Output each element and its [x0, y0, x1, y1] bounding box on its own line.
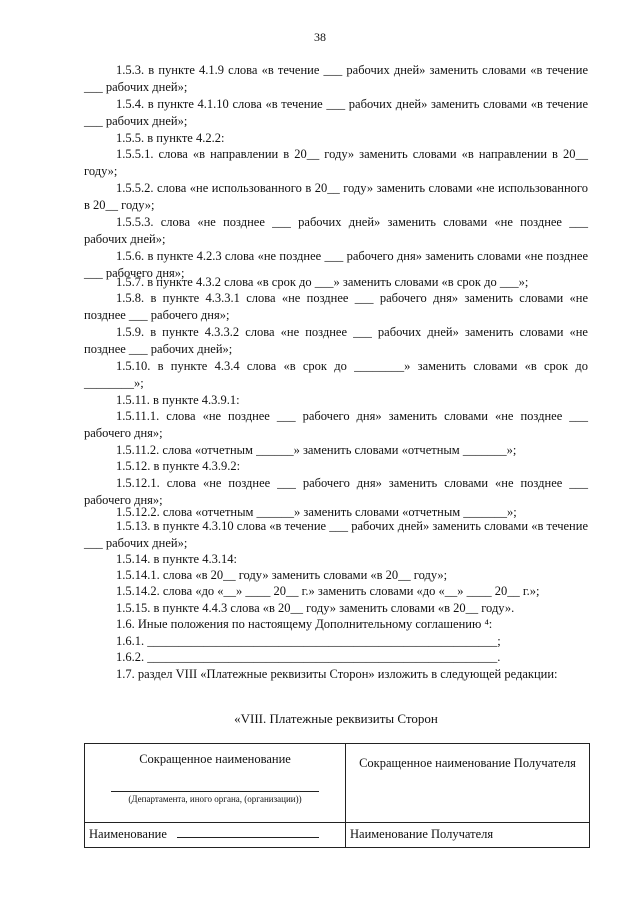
paragraph: 1.5.7. в пункте 4.3.2 слова «в срок до ___» заменить словами «в срок до ___»;	[116, 275, 529, 289]
paragraph: 1.7. раздел VIII «Платежные реквизиты Сторон» изложить в следующей редакции:	[116, 667, 558, 681]
table-header-left-label: Сокращенное наименование	[139, 752, 291, 766]
paragraph: 1.5.9. в пункте 4.3.3.2 слова «не позднее ___ рабочих дней» заменить словами «не позднее ___ рабочих дней»;	[84, 325, 588, 356]
paragraph: 1.5.11. в пункте 4.3.9.1:	[116, 393, 240, 407]
row-label-recipient-name: Наименование Получателя	[350, 827, 494, 841]
paragraph: 1.5.14.2. слова «до «__» ____ 20__ г.» заменить словами «до «__» ____ 20__ г.»;	[116, 584, 540, 598]
paragraph: 1.5.4. в пункте 4.1.10 слова «в течение ___ рабочих дней» заменить словами «в течение ___ рабочих дней»;	[84, 97, 588, 128]
table-header-right	[346, 744, 590, 823]
paragraph: 1.5.5.3. слова «не позднее ___ рабочих дней» заменить словами «не позднее ___ рабочих дней»;	[84, 215, 588, 246]
table-cell-name-right	[346, 823, 590, 848]
paragraph: 1.5.14.1. слова «в 20__ году» заменить словами «в 20__ году»;	[116, 568, 448, 582]
paragraph: 1.6. Иные положения по настоящему Дополнительному соглашению ⁴:	[116, 617, 493, 631]
payment-details-table	[84, 743, 590, 848]
paragraph: 1.5.5.1. слова «в направлении в 20__ году» заменить словами «в направлении в 20__ году»;	[84, 147, 588, 178]
paragraph: 1.5.15. в пункте 4.4.3 слова «в 20__ году» заменить словами «в 20__ году».	[116, 601, 515, 615]
table-header-left-caption: (Департамента, иного органа, (организации))	[128, 794, 302, 804]
fill-line	[177, 827, 319, 838]
table-cell-name-left	[85, 823, 346, 848]
table-header-row	[85, 744, 590, 823]
paragraph: 1.5.8. в пункте 4.3.3.1 слова «не позднее ___ рабочего дня» заменить словами «не позднее ___ рабочего дня»;	[84, 291, 588, 322]
paragraph: 1.5.5. в пункте 4.2.2:	[116, 131, 225, 145]
paragraph: 1.5.3. в пункте 4.1.9 слова «в течение ___ рабочих дней» заменить словами «в течение ___ рабочих дней»;	[84, 63, 588, 94]
paragraph: 1.5.12.1. слова «не позднее ___ рабочего дня» заменить словами «не позднее ___ рабочего дня»;	[84, 476, 588, 507]
row-label-name: Наименование	[89, 827, 167, 841]
section-heading: «VIII. Платежные реквизиты Сторон	[234, 711, 438, 726]
paragraph: 1.5.6. в пункте 4.2.3 слова «не позднее ___ рабочего дня» заменить словами «не позднее ___ рабочего дня»;	[84, 249, 588, 280]
paragraph: 1.5.5.2. слова «не использованного в 20__ году» заменить словами «не использованного в 20__ году»;	[84, 181, 588, 212]
paragraph: 1.5.13. в пункте 4.3.10 слова «в течение ___ рабочих дней» заменить словами «в течение ___ рабочих дней»;	[84, 519, 588, 550]
table-row	[85, 823, 590, 848]
paragraph: 1.5.10. в пункте 4.3.4 слова «в срок до ________» заменить словами «в срок до ________»;	[84, 359, 588, 390]
fill-line	[111, 781, 319, 792]
page-number: 38	[314, 30, 326, 44]
paragraph: 1.5.12. в пункте 4.3.9.2:	[116, 459, 241, 473]
paragraph: 1.5.11.1. слова «не позднее ___ рабочего дня» заменить словами «не позднее ___ рабочего дня»;	[84, 409, 588, 440]
paragraph: 1.6.2. ________________________________________________________.	[116, 650, 501, 664]
paragraph: 1.5.14. в пункте 4.3.14:	[116, 552, 237, 566]
table-header-right-label: Сокращенное наименование Получателя	[359, 756, 576, 770]
paragraph: 1.5.11.2. слова «отчетным ______» заменить словами «отчетным _______»;	[116, 443, 517, 457]
paragraph: 1.6.1. ________________________________________________________;	[116, 634, 501, 648]
paragraph: 1.5.12.2. слова «отчетным ______» заменить словами «отчетным _______»;	[116, 505, 517, 519]
table-header-left	[85, 744, 346, 823]
